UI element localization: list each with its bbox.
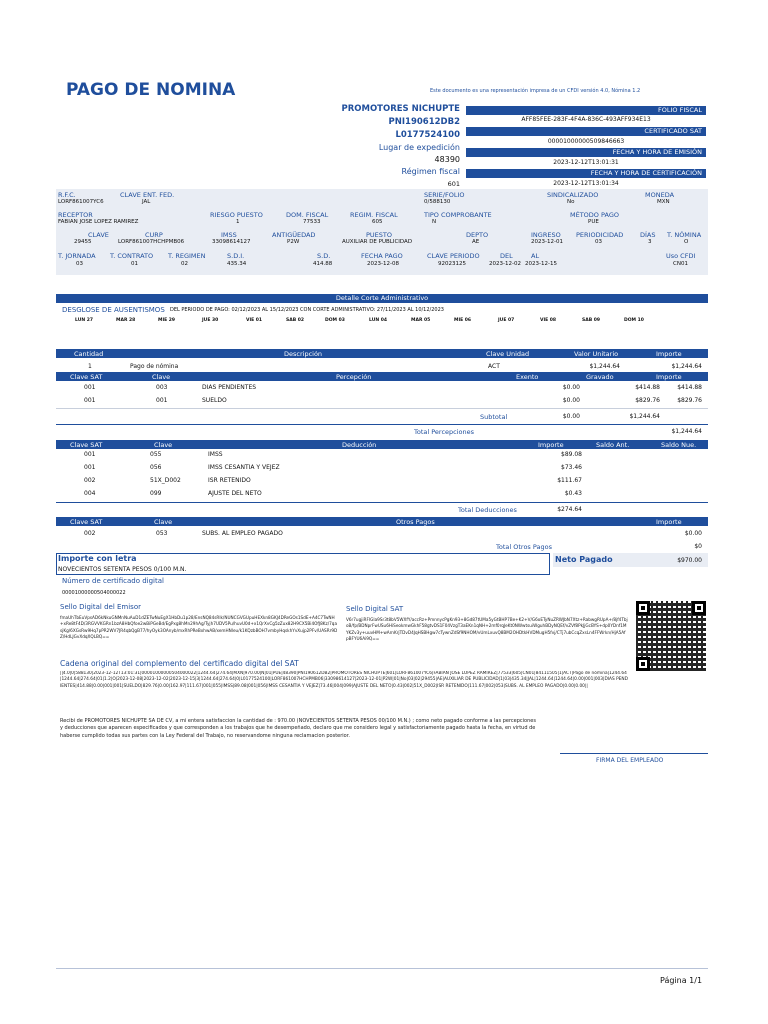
otros-pago-cell: $0.00 [684, 530, 702, 537]
uso-cfdi-value: CN01 [673, 261, 688, 267]
day-label: SAB 09 [582, 318, 600, 323]
otros-pago-cell: SUBS. AL EMPLEO PAGADO [202, 530, 283, 537]
deduccion-cell: $111.67 [557, 477, 582, 484]
puesto-value: AUXILIAR DE PUBLICIDAD [342, 239, 413, 245]
issuer-registro: L0177524100 [395, 130, 460, 140]
perc-col-importe: Importe [656, 373, 682, 381]
deduccion-cell: ISR RETENIDO [208, 477, 251, 484]
sello-emisor-label: Sello Digital del Emisor [60, 603, 141, 611]
ded-col-deduccion: Deducción [342, 441, 377, 449]
deduccion-cell: 055 [150, 451, 162, 458]
lugar-label: Lugar de expedición [378, 143, 460, 152]
otros-col-importe: Importe [656, 518, 682, 526]
al-value: 2023-12-15 [525, 261, 557, 267]
day-label: DOM 03 [325, 318, 345, 323]
percepcion-cell: 001 [84, 397, 96, 404]
cadena-text: ||4.0|0|588130|2023-12-12T13:01:31|00001000000504000022|1244.64|274.64|MXN|970.00|N|01|PUE|48390|PNI190612DB2|PROMOTORES NICHUPTE|601|LORF861007YC6|FABIAN JOSE LOPEZ RAMIREZ|77533|605|CN01|84111505|1|ACT|Pago de nómina|1244.64|1244.64|274.64|01|1.2|O|2023-12-08|2023-12-02|2023-12-15|3|1244.64|274.64|0|L0177524100|LORF861007HCHPMB06|33098614127|2023-12-01|P2W|01|No|03|02|29455|AE|AUXILIAR DE PUBLICIDAD|1|03|435.34|JAL|1244.64|1244.64|0.00|001|003|DIAS PENDIENTES|414.88|0.00|001|001|SUELDO|829.76|0.00|162.97|111.67|001|055|IMSS|89.08|001|056|IMSS CESANTIA Y VEJEZ|73.46|004|099|AJUSTE DEL NETO|0.43|002|51X_D002|ISR RETENIDO|111.67|002|053|SUBS. AL EMPLEO PAGADO|0.00|0.00|| [60, 671, 628, 689]
percepcion-cell: 001 [156, 397, 168, 404]
periodicidad-value: 03 [595, 239, 602, 245]
tjornada-value: 03 [76, 261, 83, 267]
ded-col-saldo-nue: Saldo Nue. [661, 441, 697, 449]
rfc-label: R.F.C. [58, 191, 76, 199]
sdi-label: S.D.I. [227, 252, 245, 260]
cfdi-note: Este documento es una representación impresa de un CFDI versión 4.0, Nómina 1.2 [430, 88, 641, 94]
receptor-value: FABIAN JOSE LOPEZ RAMIREZ [58, 219, 139, 225]
sello-sat-text: V6r7ugjiRFIGIa9Sr3t8bV5WXfY/accRz+PmnnycPgKn93+8Gd87tUMa5yGtBHP7Be+K2+V/G6oETyNuZRWJbN7Xtz+RabwgRUpA+/8jf4TbjoB/fp/BDNprFwUSu6HiSeokmwGkhF58gtvDS1F04VzgT3aEKn1qNH+2mf0rqJeKt0NWwtsuiWguhBDyNQEf/vZVf8PkJjGcBYS+dp0YDnf1MYKZv3y+uuvHM+wArnKrjTDvD4JqHSBHgw7cTywnZdSf9NHOM/vUmLxuvQ8BM2OHDtkHVDMugH5fvj/CTj7ubCcqZxsLn4FFWrkn/HjA5AfpBFYU6Ai9Q== [346, 617, 628, 641]
percepcion-cell: $414.88 [677, 384, 702, 391]
regim-fiscal-label: REGIM. FISCAL [350, 211, 398, 219]
sd-value: 414.88 [313, 261, 333, 267]
deduccion-cell: 51X_D002 [150, 477, 181, 484]
issuer-name: PROMOTORES NICHUPTE [341, 104, 460, 114]
riesgo-label: RIESGO PUESTO [210, 211, 263, 219]
concept-importe: $1,244.64 [671, 363, 702, 370]
tipo-comprobante-value: N [432, 219, 437, 225]
perc-total-label: Total Percepciones [414, 428, 475, 436]
qr-finder-top-right-icon [692, 601, 706, 615]
ingreso-label: INGRESO [531, 231, 561, 239]
emision-value: 2023-12-12T13:01:31 [553, 159, 619, 166]
deduccion-cell: AJUSTE DEL NETO [208, 490, 262, 497]
dom-fiscal-value: 77533 [303, 219, 321, 225]
concept-col-cantidad: Cantidad [74, 350, 104, 358]
moneda-value: MXN [657, 199, 670, 205]
percepciones-header-bar [56, 372, 708, 381]
page-number: Página 1/1 [660, 976, 703, 985]
cadena-label: Cadena original del complemento del certificado digital del SAT [60, 659, 299, 668]
periodicidad-label: PERIODICIDAD [576, 231, 624, 239]
rfc-value: LORF861007YC6 [58, 199, 104, 205]
desglose-text: DEL PERIODO DE PAGO: 02/12/2023 AL 15/12/2023 CON CORTE ADMINISTRATIVO: 27/11/2023 AL 10/12/2023 [170, 307, 444, 313]
sello-emisor-text: fmaUhTbEuVpsAD6kNkuGNMnNuAuD1dZETwNuEgX1HbDu1p28/EnsNQ84sRlk/NUNCGVGUpuHEXkn8GKJ4DReGOs1SdE+A4C7TwNH+xRe8tF4D/3RGVVKGRn1bzA8HbQfoe2wBiPGeBd/EgPxg8hMn29hAg/Tyjh7UDV5Pu/huvU0d+x1QrXvCg5zZux82H9CX5Bi4OfJ8Kz/7qasjKg/6XGsRw9Hq7pPR2WV7JR4qbQgB77/hyOyk3OAnyb/mxRhPReBxhwAB/xemHNleu/k1KQzbBOH7vmbyHqskhYvXujp2PFv/UASRr9DZ/HdLJGvXdqXQLBQ== [60, 615, 338, 639]
percepcion-cell: $414.88 [635, 384, 660, 391]
concept-clave-unidad: ACT [488, 363, 500, 370]
del-label: DEL [500, 252, 513, 260]
concept-descripcion: Pago de nómina [130, 363, 179, 370]
deduccion-cell: IMSS CESANTIA Y VEJEZ [208, 464, 280, 471]
ingreso-value: 2023-12-01 [531, 239, 563, 245]
day-label: MAR 05 [411, 318, 431, 323]
otros-col-clave-sat: Clave SAT [70, 518, 103, 526]
certificacion-value: 2023-12-12T13:01:34 [553, 180, 619, 187]
clave-periodo-value: 92023125 [438, 261, 466, 267]
day-label: VIE 01 [246, 318, 263, 323]
otros-header-bar [56, 517, 708, 526]
regimen-value: 601 [447, 180, 460, 188]
concept-valor-unitario: $1,244.64 [589, 363, 620, 370]
days-row [56, 318, 708, 326]
percepcion-cell: $0.00 [562, 384, 580, 391]
dom-fiscal-label: DOM. FISCAL [286, 211, 329, 219]
serie-label: SERIE/FOLIO [424, 191, 465, 199]
tnomina-value: O [684, 239, 689, 245]
perc-subtotal-exento: $0.00 [562, 413, 580, 420]
sd-label: S.D. [317, 252, 331, 260]
concept-col-importe: Importe [656, 350, 682, 358]
metodo-pago-value: PUE [588, 219, 599, 225]
regimen-label: Régimen fiscal [401, 167, 460, 176]
sdi-value: 435.34 [227, 261, 247, 267]
detalle-corte-bar: Detalle Corte Administrativo [56, 294, 708, 303]
qr-finder-top-left-icon [636, 601, 650, 615]
uso-cfdi-label: Uso CFDI [666, 252, 696, 260]
antiguedad-value: P2W [287, 239, 300, 245]
firma-line [560, 753, 708, 754]
perc-divider [56, 408, 708, 409]
cert-num-value: 00001000000504000022 [62, 590, 126, 596]
fecha-pago-value: 2023-12-08 [367, 261, 399, 267]
receptor-label: RECEPTOR [58, 211, 93, 219]
ded-col-saldo-ant: Saldo Ant. [596, 441, 630, 449]
percepcion-cell: $829.76 [635, 397, 660, 404]
emision-bar: FECHA Y HORA DE EMISIÓN [466, 148, 706, 157]
perc-total-value: $1,244.64 [671, 428, 702, 435]
perc-total-line [56, 424, 708, 425]
percepcion-cell: 003 [156, 384, 168, 391]
depto-label: DEPTO [466, 231, 489, 239]
deduccion-cell: IMSS [208, 451, 223, 458]
dias-label: DÍAS [640, 231, 656, 239]
clave-periodo-label: CLAVE PERIODO [427, 252, 480, 260]
page-title: PAGO DE NOMINA [66, 80, 236, 100]
day-label: MIE 29 [158, 318, 176, 323]
tcontrato-label: T. CONTRATO [110, 252, 154, 260]
perc-subtotal-label: Subtotal [480, 413, 508, 421]
sello-sat-label: Sello Digital SAT [346, 605, 404, 613]
deduccion-cell: 004 [84, 490, 96, 497]
otros-pago-cell: 002 [84, 530, 96, 537]
percepcion-cell: $829.76 [677, 397, 702, 404]
day-label: MAR 28 [116, 318, 136, 323]
deduccion-cell: 056 [150, 464, 162, 471]
riesgo-value: 1 [236, 219, 240, 225]
del-value: 2023-12-02 [489, 261, 521, 267]
day-label: MIE 06 [454, 318, 472, 323]
otros-total-value: $0 [694, 543, 702, 550]
day-label: JUE 07 [498, 318, 515, 323]
importe-label: Importe con letra [58, 554, 137, 563]
percepcion-cell: 001 [84, 384, 96, 391]
moneda-label: MONEDA [645, 191, 675, 199]
cert-sat-bar: CERTIFICADO SAT [466, 127, 706, 136]
otros-total-label: Total Otros Pagos [496, 543, 552, 551]
curp-label: CURP [145, 231, 163, 239]
folio-fiscal-value: AFF85FEE-283F-4F4A-836C-493AFF934E13 [521, 116, 651, 123]
certificacion-bar: FECHA Y HORA DE CERTIFICACIÓN [466, 169, 706, 178]
cert-sat-value: 00001000000509846663 [547, 138, 625, 145]
tcontrato-value: 01 [131, 261, 138, 267]
sindicalizado-value: No [567, 199, 575, 205]
firma-label: FIRMA DEL EMPLEADO [596, 757, 664, 764]
metodo-pago-label: MÉTODO PAGO [570, 211, 619, 219]
deduccion-cell: 002 [84, 477, 96, 484]
deduccion-cell: $0.43 [564, 490, 582, 497]
concept-col-valor-unitario: Valor Unitario [574, 350, 619, 358]
issuer-rfc: PNI190612DB2 [388, 117, 460, 127]
tnomina-label: T. NÓMINA [667, 231, 702, 239]
ded-col-clave: Clave [154, 441, 173, 449]
day-label: JUE 30 [202, 318, 219, 323]
perc-col-exento: Exento [516, 373, 539, 381]
otros-col-clave: Clave [154, 518, 173, 526]
sindicalizado-label: SINDICALIZADO [547, 191, 599, 199]
concept-col-descripcion: Descripción [284, 350, 323, 358]
desglose-title: DESGLOSE DE AUSENTISMOS [62, 306, 165, 314]
perc-col-gravado: Gravado [586, 373, 614, 381]
qr-finder-bottom-left-icon [636, 657, 650, 671]
day-label: LUN 27 [75, 318, 93, 323]
concept-col-clave-unidad: Clave Unidad [486, 350, 530, 358]
otros-pago-cell: 053 [156, 530, 168, 537]
perc-col-clave: Clave [152, 373, 171, 381]
fecha-pago-label: FECHA PAGO [361, 252, 403, 260]
serie-value: 0/588130 [424, 199, 451, 205]
day-label: DOM 10 [624, 318, 644, 323]
neto-value: $970.00 [677, 557, 702, 564]
percepcion-cell: $0.00 [562, 397, 580, 404]
imss-value: 33098614127 [212, 239, 251, 245]
recibi-text: Recibí de PROMOTORES NICHUPTE SA DE CV, a mi entera satisfaccion la cantidad de : 970.00 (NOVECIENTOS SETENTA PESOS 00/100 M.N.) ; como neto pagado conforme a las percepciones y deducciones que aparecen especificados y que corresponden a los trabajos que he desempeñado, declaro que me considero legal y satisfactoriamente pagado hasta la fecha, en virtud de haberse cumplido todas sus partes con la Ley Federal del Trabajo, no reservandome ninguna reclamacion posterior. [60, 718, 536, 739]
deducciones-header-bar [56, 440, 708, 449]
clave-ent-value: JAL [142, 199, 151, 205]
deduccion-cell: 001 [84, 464, 96, 471]
clave-label: CLAVE [88, 231, 109, 239]
depto-value: AE [472, 239, 480, 245]
deduccion-cell: $89.08 [561, 451, 582, 458]
concept-cantidad: 1 [88, 363, 92, 370]
percepcion-cell: DIAS PENDIENTES [202, 384, 257, 391]
dias-value: 3 [648, 239, 652, 245]
concept-header-bar [56, 349, 708, 358]
curp-value: LORF861007HCHPMB06 [118, 239, 185, 245]
cert-num-label: Número de certificado digital [62, 577, 164, 585]
ded-col-clave-sat: Clave SAT [70, 441, 103, 449]
clave-ent-label: CLAVE ENT. FED. [120, 191, 175, 199]
day-label: VIE 08 [540, 318, 557, 323]
puesto-label: PUESTO [366, 231, 392, 239]
ded-total-value: $274.64 [557, 506, 582, 513]
antiguedad-label: ANTIGÜEDAD [272, 231, 316, 239]
tipo-comprobante-label: TIPO COMPROBANTE [424, 211, 492, 219]
lugar-value: 48390 [434, 155, 460, 164]
footer-line [56, 968, 708, 969]
perc-subtotal-gravado: $1,244.64 [629, 413, 660, 420]
folio-fiscal-bar: FOLIO FISCAL [466, 106, 706, 115]
ded-col-importe: Importe [538, 441, 564, 449]
percepcion-cell: SUELDO [202, 397, 227, 404]
day-label: LUN 04 [369, 318, 387, 323]
regim-fiscal-value: 605 [372, 219, 383, 225]
perc-col-clave-sat: Clave SAT [70, 373, 103, 381]
ded-total-line [56, 502, 708, 503]
otros-col-otros-pagos: Otros Pagos [396, 518, 435, 526]
deduccion-cell: 001 [84, 451, 96, 458]
al-label: AL [531, 252, 540, 260]
imss-label: IMSS [221, 231, 237, 239]
clave-value: 29455 [74, 239, 92, 245]
deduccion-cell: 099 [150, 490, 162, 497]
perc-col-percepcion: Percepción [336, 373, 372, 381]
tregimen-value: 02 [181, 261, 188, 267]
deduccion-cell: $73.46 [561, 464, 582, 471]
day-label: SAB 02 [286, 318, 304, 323]
tregimen-label: T. REGIMEN [168, 252, 206, 260]
tjornada-label: T. JORNADA [58, 252, 96, 260]
ded-total-label: Total Deducciones [458, 506, 517, 514]
neto-label: Neto Pagado [555, 555, 613, 564]
importe-text: NOVECIENTOS SETENTA PESOS 0/100 M.N. [58, 566, 187, 573]
